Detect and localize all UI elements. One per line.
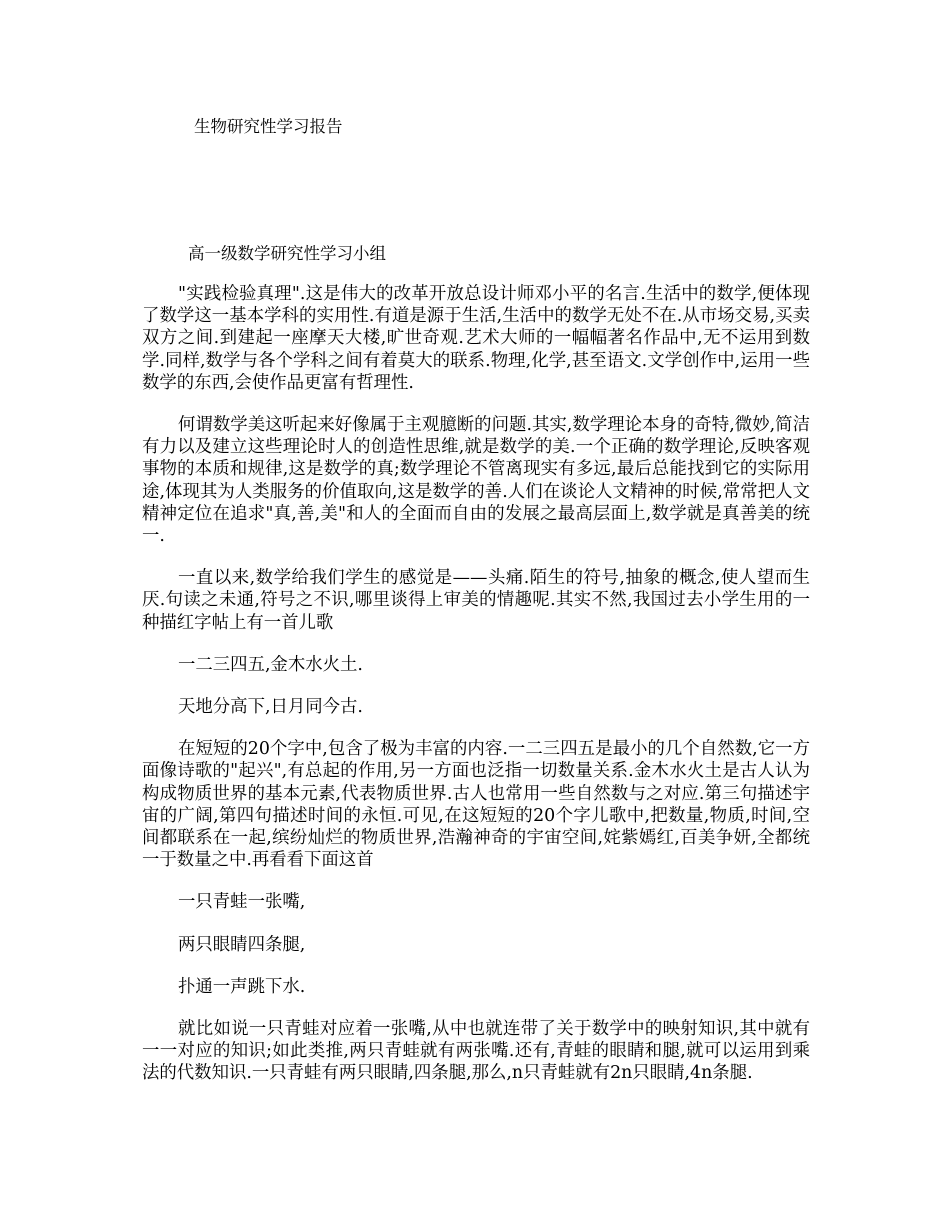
paragraph-3: 一直以来,数学给我们学生的感觉是——头痛.陌生的符号,抽象的概念,使人望而生厌.句读之未通,符号之不识,哪里谈得上审美的情趣呢.其实不然,我国过去小学生用的一种描红字帖上有一首儿歌 bbox=[142, 568, 810, 633]
poem-line-2: 天地分高下,日月同今古. bbox=[178, 697, 363, 718]
document-title: 生物研究性学习报告 bbox=[194, 117, 343, 136]
paragraph-5: 就比如说一只青蛙对应着一张嘴,从中也就连带了关于数学中的映射知识,其中就有一一对应的知识;如此类推,两只青蛙就有两张嘴.还有,青蛙的眼睛和腿,就可以运用到乘法的代数知识.一只青蛙有两只眼睛,四条腿,那么,n只青蛙就有2n只眼睛,4n条腿. bbox=[142, 1019, 810, 1084]
document-subtitle: 高一级数学研究性学习小组 bbox=[188, 244, 386, 263]
document-body bbox=[142, 283, 810, 1085]
paragraph-4: 在短短的20个字中,包含了极为丰富的内容.一二三四五是最小的几个自然数,它一方面像诗歌的"起兴",有总起的作用,另一方面也泛指一切数量关系.金木水火土是古人认为构成物质世界的基本元素,代表物质世界.古人也常用一些自然数与之对应.第三句描述宇宙的广阔,第四句描述时间的永恒.可见,在这短短的20个字儿歌中,把数量,物质,时间,空间都联系在一起,缤纷灿烂的物质世界,浩瀚神奇的宇宙空间,姹紫嫣红,百美争妍,全都统一于数量之中.再看看下面这首 bbox=[142, 739, 810, 871]
rhyme-line-3: 扑通一声跳下水. bbox=[178, 976, 306, 997]
paragraph-1: "实践检验真理".这是伟大的改革开放总设计师邓小平的名言.生活中的数学,便体现了数学这一基本学科的实用性.有道是源于生活,生活中的数学无处不在.从市场交易,买卖双方之间.到建起一座摩天大楼,旷世奇观.艺术大师的一幅幅著名作品中,无不运用到数学.同样,数学与各个学科之间有着莫大的联系.物理,化学,甚至语文.文学创作中,运用一些数学的东西,会使作品更富有哲理性. bbox=[142, 284, 810, 393]
paragraph-2: 何谓数学美这听起来好像属于主观臆断的问题.其实,数学理论本身的奇特,微妙,简洁有力以及建立这些理论时人的创造性思维,就是数学的美.一个正确的数学理论,反映客观事物的本质和规律,这是数学的真;数学理论不管离现实有多远,最后总能找到它的实际用途,体现其为人类服务的价值取向,这是数学的善.人们在谈论人文精神的时候,常常把人文精神定位在追求"真,善,美"和人的全面而自由的发展之最高层面上,数学就是真善美的统一. bbox=[142, 415, 810, 547]
poem-line-1: 一二三四五,金木水火土. bbox=[178, 654, 363, 675]
rhyme-line-1: 一只青蛙一张嘴, bbox=[178, 892, 306, 913]
rhyme-line-2: 两只眼睛四条腿, bbox=[178, 934, 306, 955]
